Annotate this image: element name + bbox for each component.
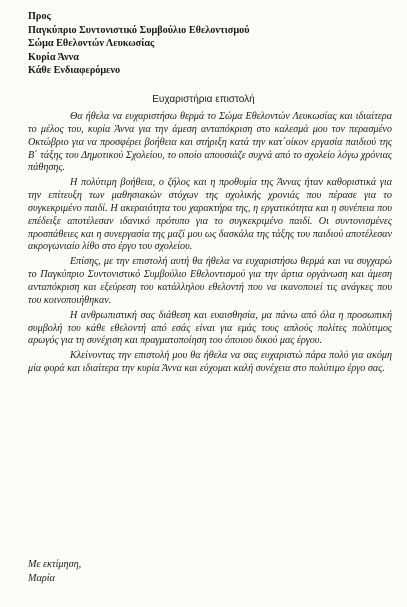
- recipient-line: Σώμα Εθελοντών Λευκωσίας: [28, 38, 155, 50]
- body-paragraph: Επίσης, με την επιστολή αυτή θα ήθελα να ευχαριστήσω θερμά και να συγχαρώ το Παγκύπριο Συντονιστικό Συμβούλιο Εθελοντισμού για την άρτια οργάνωση και άμεση ανταπόκριση και εξεύρεση του κατάλληλου εθελοντή που να ικανοποιεί τις ανάγκες που του κοινοποιήθηκαν.: [28, 256, 392, 306]
- body-paragraph: Θα ήθελα να ευχαριστήσω θερμά το Σώμα Εθελοντών Λευκωσίας και ιδιαίτερα το μέλος του, κυρία Άννα για την άμεση ανταπόκριση στο καλεσμά μου τον περασμένο Οκτώβριο για να προσφέρει βοήθεια και στήριξη κατά την κατ΄οίκον εργασία παιδιού της Β΄ τάξης του Δημοτικού Σχολείου, το οποίο απουσιάζε συχνά από το σχολείο λόγω χρόνιας πάθησης.: [28, 111, 392, 174]
- body-paragraph: Η ανθρωπιστική σας διάθεση και ευαισθησία, μα πάνω από όλα η προσωπική συμβολή του κάθε εθελοντή από εσάς είναι για εμάς τους απλούς πολίτες πολύτιμος αρωγός για τη συνέχιση και πραγματοποίηση του όποιου δικού μας έργου.: [28, 309, 392, 347]
- recipient-line: Προς: [28, 11, 51, 22]
- letter-title: Ευχαριστήρια επιστολή: [152, 94, 255, 105]
- body-paragraph: Η πολύτιμη βοήθεια, ο ζήλος και η προθυμία της Άννας ήταν καθοριστικά για την επίτευξη των μαθησιακών στόχων της σχολικής χρονιάς που πέρασε για το συγκεκριμένο παιδί. Η ακεραιότητα του χαρακτήρα της, η εργατικότητα και η συνέπεια που επέδειξε αποτέλεσαν ιδανικό πρότυπο για το συγκεκριμένο παιδί. Οι συντονισμένες προσπάθειες και η συνεργασία της μαζί μου ως δασκάλα της τάξης του παιδιού αποτέλεσαν ακρογωνιαίο λίθο στο έργο του σχολείου.: [28, 177, 392, 253]
- closing-block: [28, 558, 81, 585]
- body-paragraph: Κλείνοντας την επιστολή μου θα ήθελα να σας ευχαριστώ πάρα πολύ για ακόμη μία φορά και ιδιαίτερα την κυρία Άννα και εύχομαι καλή συνέχεια στο πολύτιμο έργο σας.: [28, 350, 392, 375]
- closing-salutation: Με εκτίμηση,: [28, 559, 82, 570]
- recipient-line: Παγκύπριο Συντονιστικό Συμβούλιο Εθελοντισμού: [28, 24, 250, 36]
- letter-body: [28, 111, 392, 376]
- signature-name: Μαρία: [28, 572, 55, 584]
- recipient-line: Κάθε Ενδιαφερόμενο: [28, 65, 121, 77]
- recipient-line: Κυρία Άννα: [28, 51, 79, 63]
- recipient-block: [28, 10, 250, 78]
